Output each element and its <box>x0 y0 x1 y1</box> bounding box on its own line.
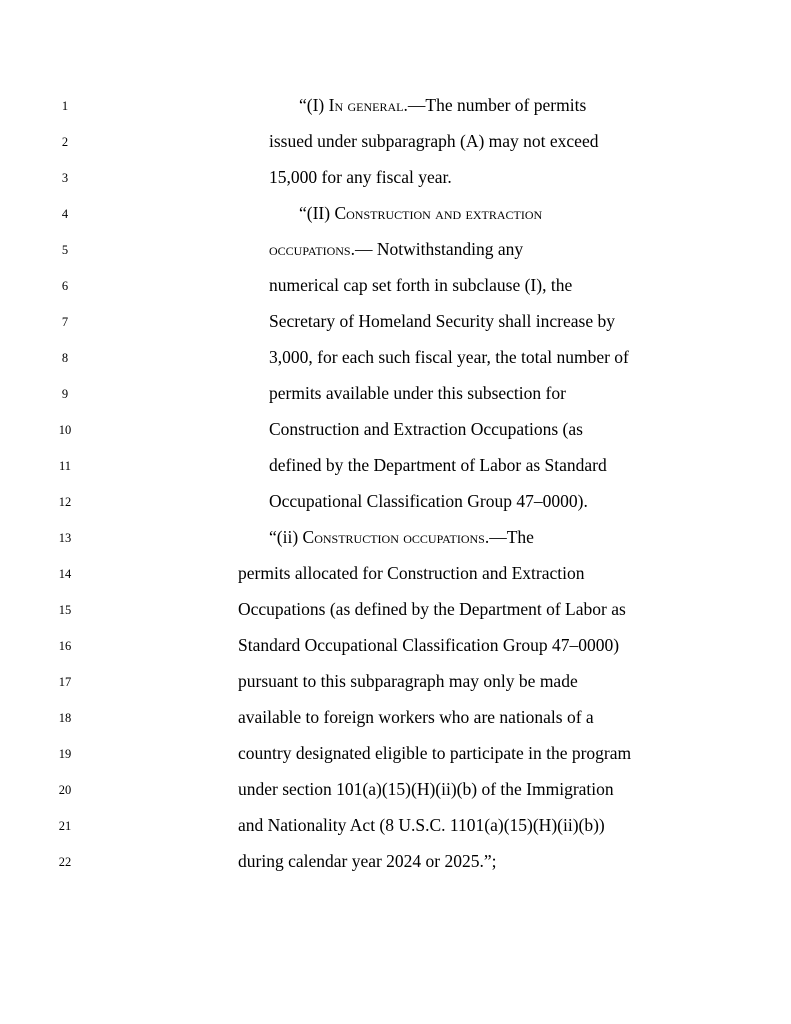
line-number: 15 <box>58 603 72 617</box>
line-number: 6 <box>61 279 69 293</box>
document-line <box>0 492 791 528</box>
document-line <box>0 600 791 636</box>
line-number: 18 <box>58 711 72 725</box>
line-text: available to foreign workers who are nationals of a <box>238 707 594 727</box>
line-number: 16 <box>58 639 72 653</box>
clause-prefix: “(II) <box>299 203 335 223</box>
clause-text: .—The number of permits <box>403 95 587 115</box>
clause-text: .—The <box>484 527 534 547</box>
document-line <box>0 528 791 564</box>
line-number: 21 <box>58 819 72 833</box>
line-text: permits available under this subsection for <box>269 383 566 403</box>
clause-prefix: “(I) <box>299 95 329 115</box>
document-line <box>0 312 791 348</box>
document-line <box>0 708 791 744</box>
document-line <box>0 456 791 492</box>
line-number: 12 <box>58 495 72 509</box>
clause-text: .— Notwithstanding any <box>350 239 524 259</box>
line-number: 8 <box>61 351 69 365</box>
document-line <box>0 852 791 888</box>
clause-heading: In general <box>328 95 404 115</box>
document-line <box>0 348 791 384</box>
line-number: 17 <box>58 675 72 689</box>
line-number: 22 <box>58 855 72 869</box>
line-number: 5 <box>61 243 69 257</box>
line-text: Standard Occupational Classification Group 47–0000) <box>238 635 620 655</box>
line-text: issued under subparagraph (A) may not exceed <box>269 131 599 151</box>
line-text <box>299 93 586 117</box>
document-line <box>0 240 791 276</box>
line-number: 1 <box>61 99 69 113</box>
line-number: 3 <box>61 171 69 185</box>
document-line <box>0 744 791 780</box>
line-text: during calendar year 2024 or 2025.”; <box>238 851 497 871</box>
line-text: defined by the Department of Labor as Standard <box>269 455 607 475</box>
line-text: Construction and Extraction Occupations (as <box>269 419 583 439</box>
clause-heading: occupations <box>269 239 351 259</box>
line-number: 13 <box>58 531 72 545</box>
line-text: pursuant to this subparagraph may only be made <box>238 671 578 691</box>
document-line <box>0 816 791 852</box>
document-line <box>0 672 791 708</box>
line-text: 15,000 for any fiscal year. <box>269 167 452 187</box>
line-number: 10 <box>58 423 72 437</box>
line-text: country designated eligible to participate in the program <box>238 743 632 763</box>
document-line <box>0 384 791 420</box>
document-line <box>0 96 791 132</box>
document-line <box>0 132 791 168</box>
line-text <box>269 237 523 261</box>
line-text: Occupational Classification Group 47–0000). <box>269 491 588 511</box>
line-number: 14 <box>58 567 72 581</box>
document-line <box>0 204 791 240</box>
clause-heading: Construction and extraction <box>334 203 543 223</box>
document-line <box>0 564 791 600</box>
line-number: 4 <box>61 207 69 221</box>
line-number: 19 <box>58 747 72 761</box>
line-number: 20 <box>58 783 72 797</box>
clause-heading: Construction occupations <box>302 527 485 547</box>
document-line <box>0 420 791 456</box>
line-number: 11 <box>58 459 72 473</box>
line-text: Secretary of Homeland Security shall increase by <box>269 311 615 331</box>
line-text <box>269 525 534 549</box>
document-line <box>0 780 791 816</box>
line-text: permits allocated for Construction and Extraction <box>238 563 585 583</box>
clause-prefix: “(ii) <box>269 527 303 547</box>
line-number: 7 <box>61 315 69 329</box>
line-text: 3,000, for each such fiscal year, the total number of <box>269 347 629 367</box>
line-number: 9 <box>61 387 69 401</box>
document-line <box>0 276 791 312</box>
document-line <box>0 636 791 672</box>
line-text: numerical cap set forth in subclause (I), the <box>269 275 573 295</box>
document-line <box>0 168 791 204</box>
line-text: under section 101(a)(15)(H)(ii)(b) of the Immigration <box>238 779 614 799</box>
line-number: 2 <box>61 135 69 149</box>
line-text: and Nationality Act (8 U.S.C. 1101(a)(15)(H)(ii)(b)) <box>238 815 605 835</box>
line-text <box>299 201 542 225</box>
line-text: Occupations (as defined by the Department of Labor as <box>238 599 626 619</box>
